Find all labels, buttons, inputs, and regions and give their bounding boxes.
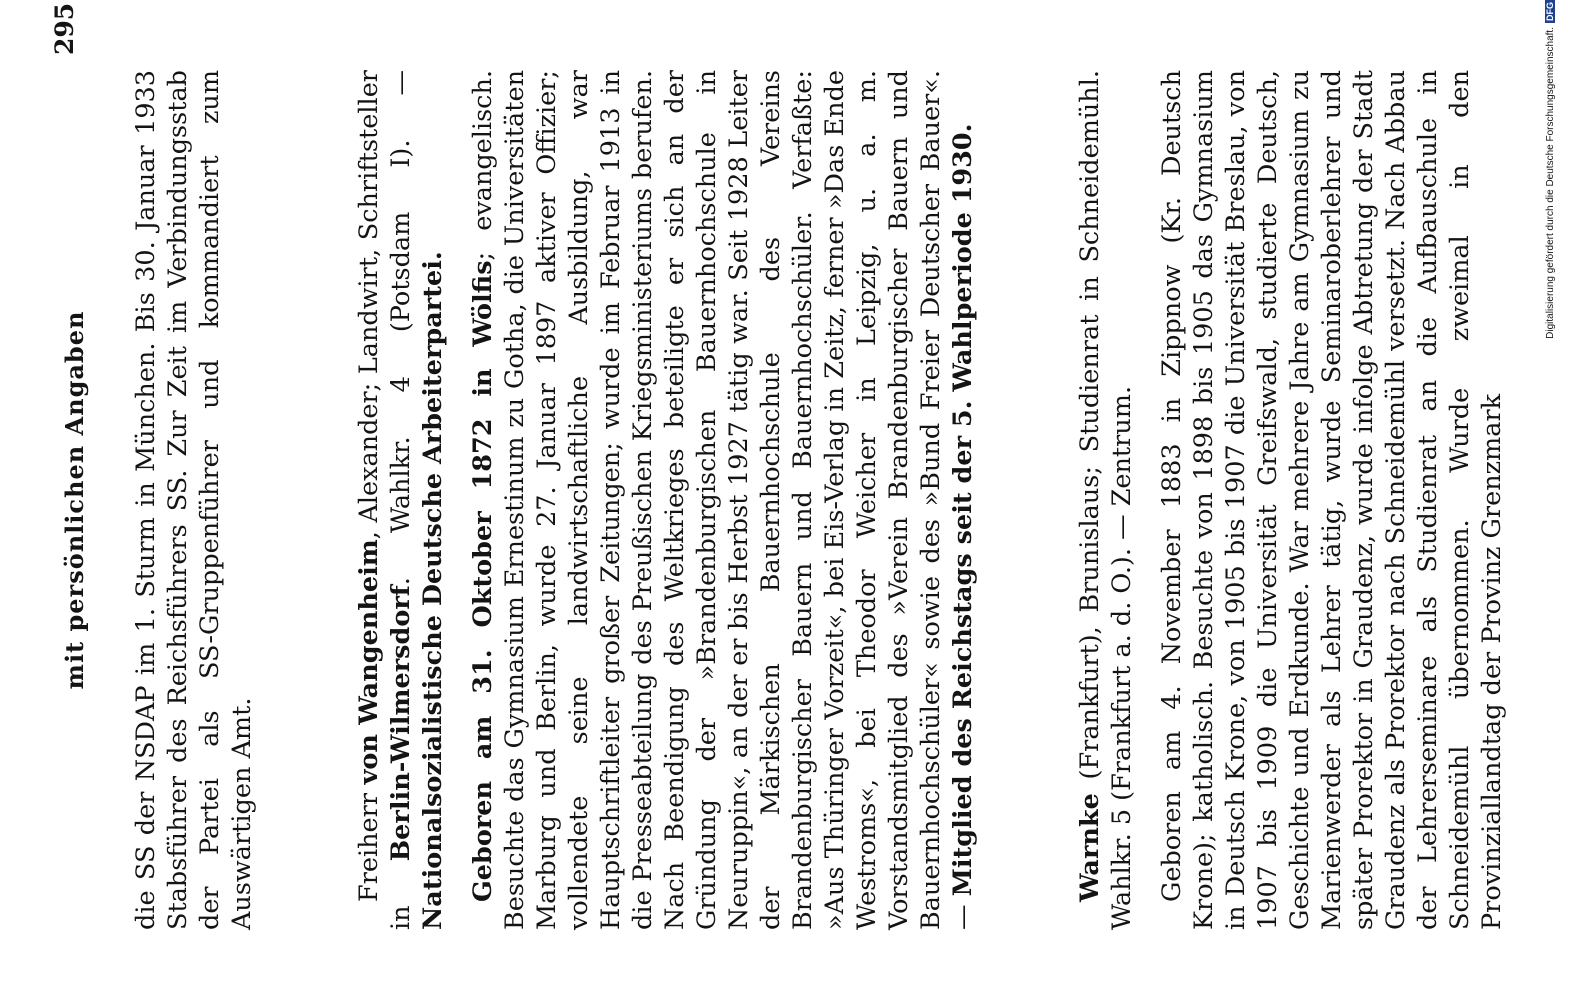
continuation-paragraph: die SS der NSDAP im 1. Sturm in München. Bis 30. Januar 1933 Stabsführer des Reichsführers SS. Zur Zeit im Verbindungsstab der Partei als SS-Gruppenführer und kommandiert zum Auswärtigen Amt.: [131, 70, 257, 930]
entry-name: von Wangenheim: [354, 539, 384, 785]
dfg-logo: DFG: [1545, 2, 1555, 21]
spacer: [258, 70, 353, 930]
entry-header-text: , Alexander; Landwirt, Schriftsteller in: [354, 70, 416, 930]
digitization-credit: [1545, 0, 1556, 1000]
entry-bio-lead: Geboren am 31. Oktober 1872 in Wölfis: [468, 260, 498, 902]
spacer: [1138, 70, 1156, 930]
entry-bio-tail: Mitglied des Reichstags seit der 5. Wahlperiode 1930.: [948, 123, 978, 897]
entry-bio-warnke: Geboren am 4. November 1883 in Zippnow (Kr. Deutsch Krone); katholisch. Besuchte von 1898 bis 1905 das Gymnasium in Deutsch Krone, von 1905 bis 1907 die Universität Breslau, von 1907 bis 1909 die Universität Greifswald, studierte Deutsch, Geschichte und Erdkunde. War mehrere Jahre am Gymnasium zu Marienwerder als Lehrer tätig, wurde Seminaroberlehrer und später Prorektor in Graudenz, wurde infolge Abtretung der Stadt Graudenz als Prorektor nach Schneidemühl versetzt. Nach Abbau der Lehrerseminare als Studienrat an die Aufbauschule in Schneidemühl übernommen. Wurde zweimal in den Provinziallandtag der Provinz Grenzmark: [1157, 70, 1507, 930]
entry-header-text: (Frankfurt), Brunislaus; Studienrat in Schneidemühl. Wahlkr. 5 (Frankfurt a. d. O.). — Zentrum.: [1075, 70, 1137, 930]
running-head: mit persönlichen Angaben: [60, 310, 89, 690]
entry-district: . Wahlkr. 4 (Potsdam I). —: [386, 69, 416, 586]
entry-place: Berlin-Wilmersdorf: [386, 585, 416, 862]
entry-bio-wangenheim: [467, 70, 979, 930]
entry-header-warnke: [1074, 70, 1138, 930]
credit-text: Digitalisierung gefördert durch die Deutsche Forschungsgemeinschaft.: [1545, 27, 1556, 339]
page-body: [130, 70, 1508, 930]
entry-header-wangenheim: [353, 70, 449, 930]
entry-party: Nationalsozialistische Deutsche Arbeiterpartei.: [418, 251, 448, 930]
spacer: [449, 70, 467, 930]
spacer: [979, 70, 1074, 930]
entry-title-prefix: Freiherr: [354, 784, 384, 902]
entry-name: Warnke: [1075, 793, 1105, 902]
page-number: 295: [50, 2, 79, 55]
entry-bio-text: ; evangelisch. Besuchte das Gymnasium Ernestinum zu Gotha, die Universitäten Marburg und Berlin, wurde 27. Januar 1897 aktiver Offizier; vollendete seine landwirtschaftliche Ausbildung, war Hauptschriftleiter großer Zeitungen; wurde im Februar 1913 in die Presseabteilung des Preußischen Kriegsministeriums berufen. Nach Beendigung des Weltkrieges beteiligte er sich an der Gründung der »Brandenburgischen Bauernhochschule in Neuruppin«, an der er bis Herbst 1927 tätig war. Seit 1928 Leiter der Märkischen Bauernhochschule des Vereins Brandenburgischer Bauern und Bauernhochschüler. Verfaßte: »Aus Thüringer Vorzeit«, bei Eis-Verlag in Zeitz, ferner »Das Ende Westroms«, bei Theodor Weicher in Leipzig, u. a. m. Vorstandsmitglied des »Verein Brandenburgischer Bauern und Bauernhochschüler« sowie des »Bund Freier Deutscher Bauer«. —: [468, 70, 978, 930]
